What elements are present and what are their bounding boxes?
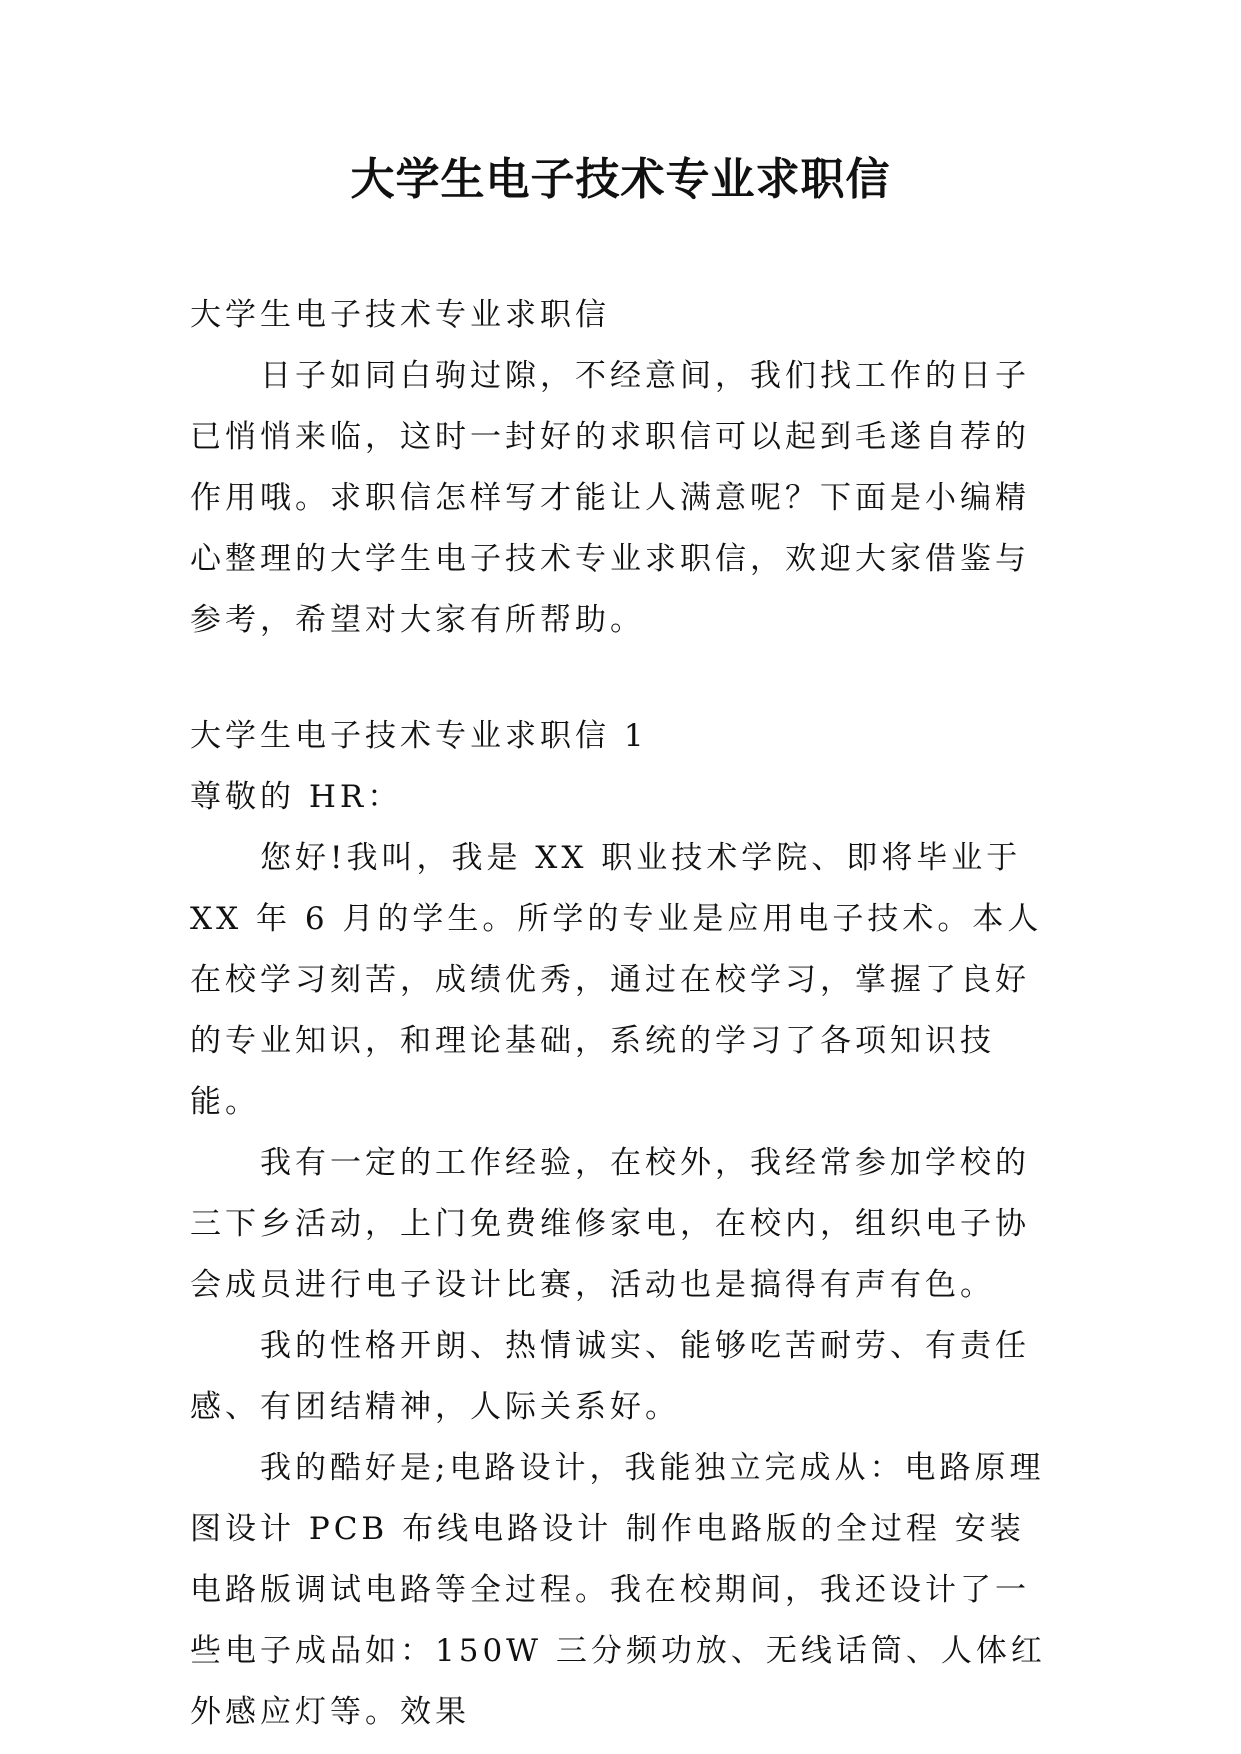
intro-paragraph: 日子如同白驹过隙，不经意间，我们找工作的日子已悄悄来临，这时一封好的求职信可以起到毛遂自荐的作用哦。求职信怎样写才能让人满意呢？下面是小编精心整理的大学生电子技术专业求职信，欢迎大家借鉴与参考，希望对大家有所帮助。: [190, 358, 1030, 638]
body-paragraph-3: 我的性格开朗、热情诚实、能够吃苦耐劳、有责任感、有团结精神，人际关系好。: [190, 1328, 1030, 1425]
document-subtitle: 大学生电子技术专业求职信: [190, 297, 610, 333]
body-paragraph-2: 我有一定的工作经验，在校外，我经常参加学校的三下乡活动，上门免费维修家电，在校内，组织电子协会成员进行电子设计比赛，活动也是搞得有声有色。: [190, 1145, 1030, 1303]
document-body: [190, 285, 1050, 1743]
body-paragraph-1: 您好!我叫，我是 XX 职业技术学院、即将毕业于 XX 年 6 月的学生。所学的专业是应用电子技术。本人在校学习刻苦，成绩优秀，通过在校学习，掌握了良好的专业知识，和理论基础，系统的学习了各项知识技能。: [190, 840, 1043, 1120]
body-paragraph-4: 我的酷好是;电路设计，我能独立完成从：电路原理图设计 PCB 布线电路设计 制作电路版的全过程 安装电路版调试电路等全过程。我在校期间，我还设计了一些电子成品如：150W 三分频功放、无线话筒、人体红外感应灯等。效果: [190, 1450, 1046, 1730]
letter-heading: 大学生电子技术专业求职信 1: [190, 718, 648, 754]
section-spacer: [190, 651, 1050, 706]
document-title: 大学生电子技术专业求职信: [350, 154, 891, 205]
salutation: 尊敬的 HR：: [190, 779, 403, 815]
